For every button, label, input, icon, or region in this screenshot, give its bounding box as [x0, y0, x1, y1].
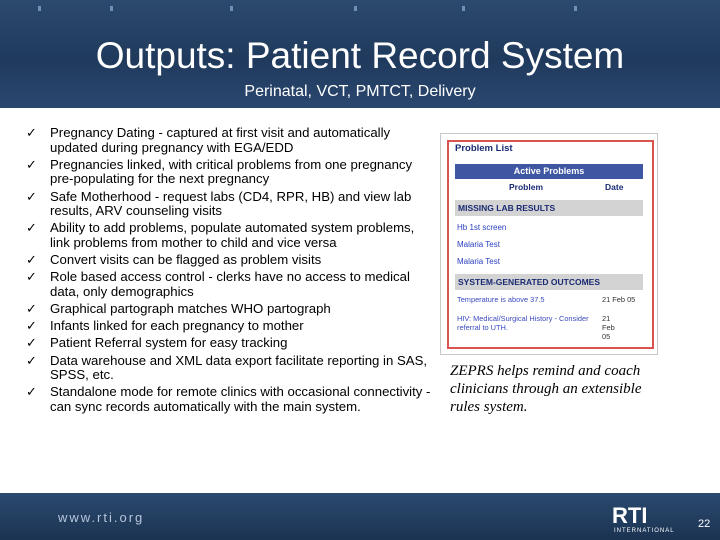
- problem-list-screenshot: [440, 133, 658, 355]
- check-icon: ✓: [26, 335, 37, 351]
- check-icon: ✓: [26, 252, 37, 268]
- page-number: 22: [698, 518, 711, 530]
- slide-title: Outputs: Patient Record System: [95, 35, 625, 76]
- header-decoration: [0, 6, 720, 14]
- check-icon: ✓: [26, 384, 37, 400]
- bullet-item: ✓ Data warehouse and XML data export facilitate reporting in SAS, SPSS, etc.: [26, 352, 428, 383]
- check-icon: ✓: [26, 220, 37, 236]
- column-problem: Problem: [509, 182, 544, 192]
- check-icon: ✓: [26, 125, 37, 140]
- missing-lab-header: MISSING LAB RESULTS: [455, 200, 643, 216]
- bullet-item: ✓ Infants linked for each pregnancy to mother: [26, 318, 304, 334]
- missing-lab-item[interactable]: Hb 1st screen: [457, 223, 507, 232]
- check-icon: ✓: [26, 156, 37, 172]
- problem-list-columns: [455, 180, 643, 193]
- bullet-item: ✓ Patient Referral system for easy tracking: [26, 335, 288, 351]
- missing-lab-item[interactable]: Malaria Test: [457, 240, 500, 249]
- bullet-list: [26, 126, 436, 417]
- check-icon: ✓: [26, 352, 37, 368]
- outcomes-header: SYSTEM-GENERATED OUTCOMES: [455, 274, 643, 290]
- slide-subtitle: Perinatal, VCT, PMTCT, Delivery: [244, 83, 476, 100]
- bullet-item: ✓ Role based access control - clerks have no access to medical data, only demographics: [26, 269, 410, 299]
- bullet-item: ✓ Ability to add problems, populate automated system problems, link problems from mother to child and vice versa: [26, 220, 415, 250]
- rti-logo: RTI: [612, 503, 648, 528]
- caption: ZEPRS helps remind and coach clinicians through an extensible rules system.: [450, 363, 642, 415]
- bullet-item: ✓ Safe Motherhood - request labs (CD4, RPR, HB) and view lab results, ARV counseling visits: [26, 188, 412, 219]
- check-icon: ✓: [26, 301, 37, 317]
- bullet-item: ✓ Standalone mode for remote clinics with occasional connectivity - can sync records automatically with the main system.: [26, 384, 431, 415]
- active-problems-bar: Active Problems: [455, 164, 643, 179]
- bullet-item: ✓ Pregnancy Dating - captured at first visit and automatically updated during pregnancy with EGA/EDD: [26, 125, 391, 155]
- check-icon: ✓: [26, 188, 37, 204]
- missing-lab-item[interactable]: Malaria Test: [457, 257, 500, 266]
- column-date: Date: [605, 182, 624, 192]
- bullet-item: ✓ Pregnancies linked, with critical problems from one pregnancy pre-populating for the next pregnancy: [26, 156, 413, 187]
- outcome-row[interactable]: HIV: Medical/Surgical History - Consider referral to UTH. 21 Feb 05: [457, 314, 615, 341]
- check-icon: ✓: [26, 269, 37, 285]
- problem-list-title: Problem List: [455, 143, 513, 154]
- outcome-row[interactable]: Temperature is above 37.5 21 Feb 05: [457, 295, 636, 304]
- bullet-item: ✓ Graphical partograph matches WHO partograph: [26, 301, 331, 317]
- footer-url[interactable]: www.rti.org: [58, 510, 145, 525]
- rti-logo-subtitle: INTERNATIONAL: [614, 528, 675, 534]
- check-icon: ✓: [26, 318, 37, 334]
- bullet-item: ✓ Convert visits can be flagged as problem visits: [26, 252, 322, 268]
